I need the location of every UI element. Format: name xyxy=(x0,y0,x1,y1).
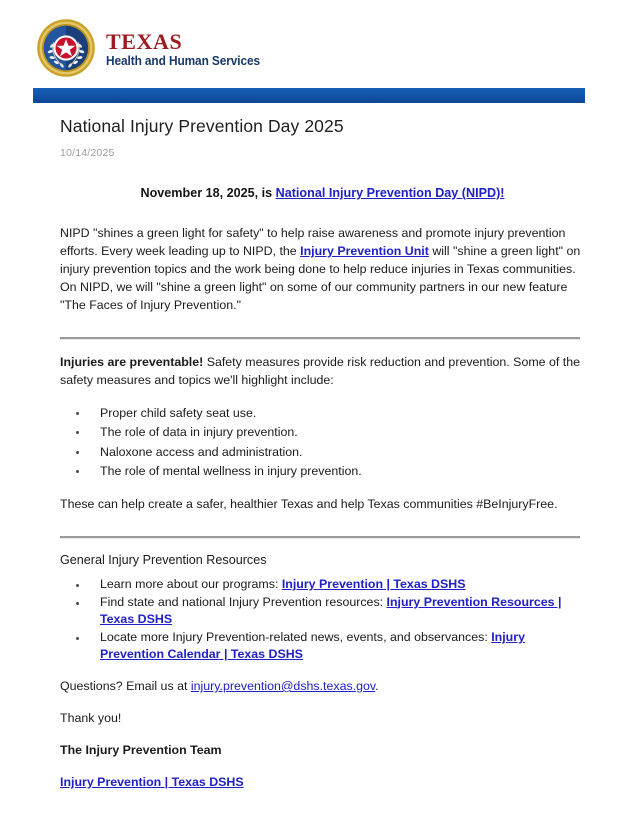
questions-label: Questions? Email us at xyxy=(60,678,191,693)
list-item xyxy=(0,404,585,423)
footer-injury-prevention-link[interactable]: Injury Prevention | Texas DSHS xyxy=(60,774,244,789)
closing-paragraph-block xyxy=(0,496,640,514)
email-link[interactable]: injury.prevention@dshs.texas.gov xyxy=(190,678,376,693)
resources-list xyxy=(0,576,640,664)
newsletter-body xyxy=(0,110,640,792)
page-title: National Injury Prevention Day 2025 xyxy=(60,116,344,136)
resource-label: Locate more Injury Prevention-related news, events, and observances: xyxy=(100,629,492,644)
resource-label: Find state and national Injury Prevention resources: xyxy=(100,594,387,609)
preventable-bold-lead: Injuries are preventable! xyxy=(60,354,204,369)
publish-date: 10/14/2025 xyxy=(60,147,115,159)
texas-hhs-seal-icon xyxy=(36,18,96,78)
preventable-rest-text: Safety measures provide risk reduction and prevention. Some of the safety measures and topics we'll highlight include: xyxy=(60,354,580,387)
list-item xyxy=(0,594,585,629)
topics-list xyxy=(0,404,640,481)
intro-text-part1: NIPD "shines a green light for safety" to help raise awareness and promote injury prevention efforts. Every week leading up to NIPD, the xyxy=(60,225,566,258)
topic-label: Proper child safety seat use. xyxy=(100,405,257,420)
list-item xyxy=(0,629,585,664)
signature-text: The Injury Prevention Team xyxy=(60,742,222,757)
list-item xyxy=(0,443,585,462)
brand-subtitle-label: Health and Human Services xyxy=(106,53,261,68)
topic-label: The role of mental wellness in injury prevention. xyxy=(100,464,362,479)
injury-prevention-calendar-link[interactable]: Injury Prevention Calendar | Texas DSHS xyxy=(100,629,525,662)
list-item xyxy=(0,423,585,442)
intro-paragraph-block xyxy=(0,225,640,315)
footer-link-block xyxy=(0,774,640,792)
list-item xyxy=(0,462,585,481)
intro-paragraph xyxy=(60,225,585,315)
preventable-paragraph xyxy=(60,354,585,390)
topic-label: Naloxone access and administration. xyxy=(100,444,303,459)
headline-lead-text: November 18, 2025, is xyxy=(140,186,276,200)
resources-heading: General Injury Prevention Resources xyxy=(60,552,267,567)
questions-paragraph xyxy=(60,678,585,696)
topic-label: The role of data in injury prevention. xyxy=(100,425,298,440)
brand-wordmark xyxy=(106,28,268,69)
questions-block xyxy=(0,678,640,696)
thanks-text: Thank you! xyxy=(60,710,122,725)
closing-paragraph: These can help create a safer, healthier Texas and help Texas communities #BeInjuryFree. xyxy=(60,496,558,511)
intro-text-part2: will "shine a green light" on injury prevention topics and the work being done to help reduce injuries in Texas communities. On NIPD, we will "shine a green light" on some of our community partners in our new feature "The Faces of Injury Prevention." xyxy=(60,243,581,312)
nipd-headline-link[interactable]: National Injury Prevention Day (NIPD)! xyxy=(275,186,505,200)
injury-prevention-dshs-link[interactable]: Injury Prevention | Texas DSHS xyxy=(281,576,466,591)
questions-period: . xyxy=(375,678,379,693)
preventable-paragraph-block xyxy=(0,354,640,390)
signature-block xyxy=(0,742,640,760)
injury-prevention-unit-link[interactable]: Injury Prevention Unit xyxy=(300,243,429,258)
header-accent-bar xyxy=(33,88,585,103)
brand-texas-label: TEXAS xyxy=(106,28,183,54)
list-item xyxy=(0,576,585,594)
resource-label: Learn more about our programs: xyxy=(100,576,282,591)
brand-header xyxy=(36,18,268,78)
headline-banner xyxy=(0,159,640,203)
injury-prevention-resources-link[interactable]: Injury Prevention Resources | Texas DSHS xyxy=(100,594,562,627)
thanks-block xyxy=(0,710,640,728)
